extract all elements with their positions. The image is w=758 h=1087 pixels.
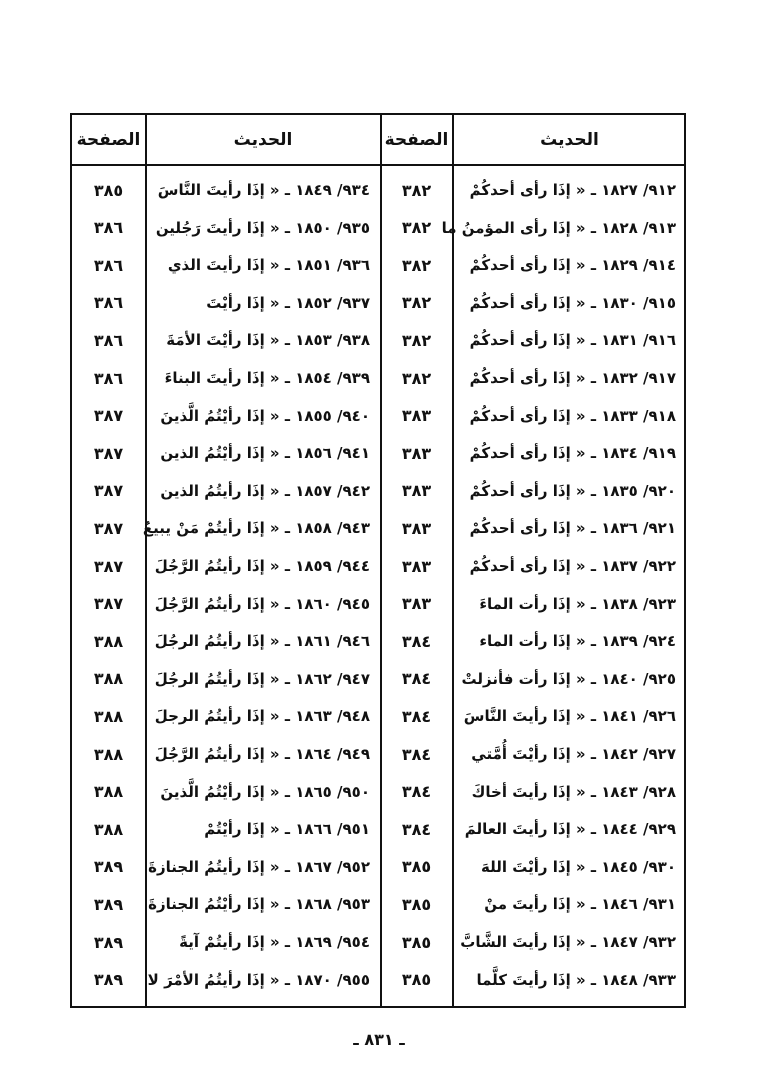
- hadith-entry-left: ٩٣٦/ ١٨٥١ ـ « إذَا رأيتَ الذي: [167, 256, 370, 275]
- page-ref-left: ٣٨٦: [93, 255, 124, 275]
- page-ref-right: ٣٨٤: [401, 819, 432, 839]
- table-row: [72, 436, 684, 470]
- hadith-entry-right: ٩١٥/ ١٨٣٠ ـ « إذَا رأى أحدكُمْ: [469, 293, 676, 312]
- page-ref-right: ٣٨٥: [401, 894, 432, 914]
- hadith-entry-right: ٩١٣/ ١٨٢٨ ـ « إذَا رأى المؤمنُ ما: [441, 218, 676, 237]
- hadith-entry-right: ٩٢٧/ ١٨٤٢ ـ « إذَا رأيْتَ أُمَّتي: [471, 745, 676, 763]
- table-row: [72, 887, 684, 921]
- page-ref-left: ٣٨٧: [93, 443, 124, 463]
- table-row: [72, 511, 684, 545]
- table-row: [72, 662, 684, 696]
- page-ref-right: ٣٨٤: [401, 782, 432, 802]
- page-ref-left: ٣٨٩: [93, 894, 124, 914]
- page-ref-left: ٣٨٧: [93, 518, 124, 538]
- page-ref-right: ٣٨٢: [401, 368, 432, 388]
- hadith-entry-left: ٩٣٧/ ١٨٥٢ ـ « إذَا رأيْتَ: [206, 293, 370, 312]
- hadith-entry-left: ٩٥٠/ ١٨٦٥ ـ « إذَا رأيْتُمُ الَّذينَ: [160, 782, 370, 801]
- table-row: [72, 812, 684, 846]
- page-ref-left: ٣٨٥: [93, 180, 124, 200]
- hadith-entry-right: ٩١٨/ ١٨٣٣ ـ « إذَا رأى أحدكُمْ: [469, 406, 676, 425]
- hadith-entry-left: ٩٥١/ ١٨٦٦ ـ « إذَا رأيْتُمْ: [204, 820, 370, 839]
- hadith-entry-left: ٩٤١/ ١٨٥٦ ـ « إذَا رأيْتُمُ الذين: [160, 444, 370, 463]
- page-ref-right: ٣٨٣: [401, 556, 432, 576]
- hadith-entry-right: ٩٢٩/ ١٨٤٤ ـ « إذَا رأيتَ العالمَ: [464, 820, 676, 839]
- hadith-entry-left: ٩٤٩/ ١٨٦٤ ـ « إذَا رأيتُمُ الرَّجُلَ: [154, 745, 370, 763]
- hadith-entry-left: ٩٤٥/ ١٨٦٠ ـ « إذَا رأيتُمُ الرَّجُلَ: [154, 594, 370, 613]
- page-ref-left: ٣٨٨: [93, 631, 124, 651]
- page-ref-right: ٣٨٤: [401, 706, 432, 726]
- page-ref-right: ٣٨٥: [401, 857, 432, 877]
- hadith-entry-right: ٩٣٠/ ١٨٤٥ ـ « إذَا رأيْتَ اللهَ: [481, 857, 676, 876]
- hadith-entry-right: ٩٢١/ ١٨٣٦ ـ « إذَا رأى أحدكُمْ: [469, 519, 676, 538]
- header-hadith-left: الحديث: [233, 129, 293, 150]
- table-row: [72, 286, 684, 320]
- table-row: [72, 323, 684, 357]
- header-hadith-right: الحديث: [540, 129, 599, 150]
- table-row: [72, 775, 684, 809]
- page-ref-right: ٣٨٥: [401, 970, 432, 990]
- header-page-left: الصفحة: [76, 129, 141, 150]
- hadith-entry-right: ٩١٤/ ١٨٢٩ ـ « إذَا رأى أحدكُمْ: [469, 256, 676, 275]
- table-row: [72, 211, 684, 245]
- hadith-entry-left: ٩٥٢/ ١٨٦٧ ـ « إذَا رأيتُمُ الجنازةَ: [148, 857, 370, 876]
- header-page-right: الصفحة: [384, 129, 449, 150]
- page-ref-right: ٣٨٤: [401, 744, 432, 764]
- hadith-entry-left: ٩٣٥/ ١٨٥٠ ـ « إذَا رأيتَ رَجُلين: [155, 218, 370, 237]
- hadith-entry-left: ٩٤٠/ ١٨٥٥ ـ « إذَا رأيْتُمُ الَّذينَ: [160, 406, 370, 425]
- page-ref-left: ٣٨٨: [93, 669, 124, 689]
- page-ref-right: ٣٨٢: [401, 293, 432, 313]
- page-ref-left: ٣٨٩: [93, 857, 124, 877]
- hadith-entry-left: ٩٤٨/ ١٨٦٣ ـ « إذَا رأيتُمُ الرجلَ: [154, 707, 370, 726]
- hadith-entry-right: ٩٢٤/ ١٨٣٩ ـ « إذَا رأت الماء: [479, 632, 676, 651]
- page-ref-right: ٣٨٤: [401, 669, 432, 689]
- page-ref-right: ٣٨٢: [401, 180, 432, 200]
- hadith-entry-right: ٩٢٦/ ١٨٤١ ـ « إذَا رأيتَ النَّاسَ: [463, 707, 676, 726]
- page-ref-right: ٣٨٢: [401, 255, 432, 275]
- page-ref-left: ٣٨٩: [93, 970, 124, 990]
- page-ref-left: ٣٨٦: [93, 218, 124, 238]
- page-number: ـ ٨٣١ ـ: [353, 1030, 405, 1049]
- hadith-entry-left: ٩٥٣/ ١٨٦٨ ـ « إذَا رأيْتُمُ الجنازةَ: [148, 895, 370, 914]
- hadith-entry-right: ٩٢٨/ ١٨٤٣ ـ « إذَا رأيتَ أخاكَ: [471, 782, 676, 801]
- hadith-entry-right: ٩١٦/ ١٨٣١ ـ « إذَا رأى أحدكُمْ: [469, 331, 676, 350]
- page-ref-left: ٣٨٨: [93, 744, 124, 764]
- hadith-entry-left: ٩٥٤/ ١٨٦٩ ـ « إذَا رأيتُمْ آيةً: [179, 933, 370, 951]
- hadith-entry-left: ٩٤٢/ ١٨٥٧ ـ « إذَا رأيتُمُ الذين: [160, 481, 370, 500]
- table-row: [72, 474, 684, 508]
- hadith-entry-right: ٩٣٣/ ١٨٤٨ ـ « إذَا رأيتَ كلَّما: [476, 970, 676, 989]
- page-ref-left: ٣٨٧: [93, 481, 124, 501]
- page-ref-right: ٣٨٣: [401, 481, 432, 501]
- page-ref-right: ٣٨٢: [401, 330, 432, 350]
- hadith-entry-left: ٩٣٤/ ١٨٤٩ ـ « إذَا رأيتَ النَّاسَ: [157, 181, 370, 199]
- hadith-entry-right: ٩٢٢/ ١٨٣٧ ـ « إذَا رأى أحدكُمْ: [469, 557, 676, 575]
- page-ref-left: ٣٨٨: [93, 706, 124, 726]
- hadith-entry-right: ٩٢٥/ ١٨٤٠ ـ « إذَا رأت فأنزلتْ: [461, 669, 676, 688]
- table-row: [72, 549, 684, 583]
- table-row: [72, 925, 684, 959]
- table-row: [72, 963, 684, 997]
- page-ref-left: ٣٨٦: [93, 293, 124, 313]
- page-ref-right: ٣٨٣: [401, 406, 432, 426]
- hadith-entry-right: ٩٣٢/ ١٨٤٧ ـ « إذَا رأيتَ الشَّابَّ: [460, 933, 676, 951]
- page-ref-right: ٣٨٣: [401, 443, 432, 463]
- table-row: [72, 173, 684, 207]
- page-ref-right: ٣٨٢: [401, 218, 432, 238]
- page-ref-left: ٣٨٧: [93, 594, 124, 614]
- table-row: [72, 737, 684, 771]
- page-ref-left: ٣٨٨: [93, 782, 124, 802]
- page-ref-right: ٣٨٤: [401, 631, 432, 651]
- page-ref-left: ٣٨٦: [93, 368, 124, 388]
- hadith-entry-right: ٩٢٣/ ١٨٣٨ ـ « إذَا رأت الماءَ: [479, 594, 676, 613]
- hadith-entry-right: ٩٣١/ ١٨٤٦ ـ « إذَا رأيتَ منْ: [484, 895, 676, 914]
- hadith-entry-left: ٩٤٦/ ١٨٦١ ـ « إذَا رأيتُمُ الرجُلَ: [154, 632, 370, 651]
- page-ref-left: ٣٨٩: [93, 932, 124, 952]
- table-row: [72, 248, 684, 282]
- hadith-entry-right: ٩٢٠/ ١٨٣٥ ـ « إذَا رأى أحدكُمْ: [469, 481, 676, 500]
- table-row: [72, 850, 684, 884]
- page-ref-right: ٣٨٥: [401, 932, 432, 952]
- table-row: [72, 361, 684, 395]
- page-ref-left: ٣٨٨: [93, 819, 124, 839]
- table-row: [72, 587, 684, 621]
- hadith-entry-left: ٩٣٨/ ١٨٥٣ ـ « إذَا رأيْتَ الأمَةَ: [166, 331, 370, 350]
- hadith-entry-left: ٩٥٥/ ١٨٧٠ ـ « إذَا رأيتُمُ الأمْرَ لا: [147, 970, 370, 989]
- hadith-entry-right: ٩١٢/ ١٨٢٧ ـ « إذَا رأى أحدكُمْ: [469, 181, 676, 199]
- hadith-entry-left: ٩٤٣/ ١٨٥٨ ـ « إذَا رأيتُمْ مَنْ يبيعُ: [142, 519, 370, 538]
- hadith-entry-right: ٩١٩/ ١٨٣٤ ـ « إذَا رأى أحدكُمْ: [469, 444, 676, 463]
- page-ref-left: ٣٨٦: [93, 330, 124, 350]
- table-row: [72, 699, 684, 733]
- table-row: [72, 624, 684, 658]
- hadith-entry-left: ٩٤٤/ ١٨٥٩ ـ « إذَا رأيتُمُ الرَّجُلَ: [154, 557, 370, 575]
- hadith-entry-right: ٩١٧/ ١٨٣٢ ـ « إذَا رأى أحدكُمْ: [469, 369, 676, 387]
- index-table: [70, 113, 686, 1008]
- table-row: [72, 399, 684, 433]
- hadith-entry-left: ٩٣٩/ ١٨٥٤ ـ « إذَا رأيتَ البناءَ: [164, 369, 370, 387]
- page-ref-right: ٣٨٣: [401, 518, 432, 538]
- page-ref-left: ٣٨٧: [93, 406, 124, 426]
- hadith-entry-left: ٩٤٧/ ١٨٦٢ ـ « إذَا رأيتُمُ الرجُلَ: [154, 669, 370, 688]
- header-divider: [72, 164, 684, 166]
- page-ref-left: ٣٨٧: [93, 556, 124, 576]
- page-ref-right: ٣٨٣: [401, 594, 432, 614]
